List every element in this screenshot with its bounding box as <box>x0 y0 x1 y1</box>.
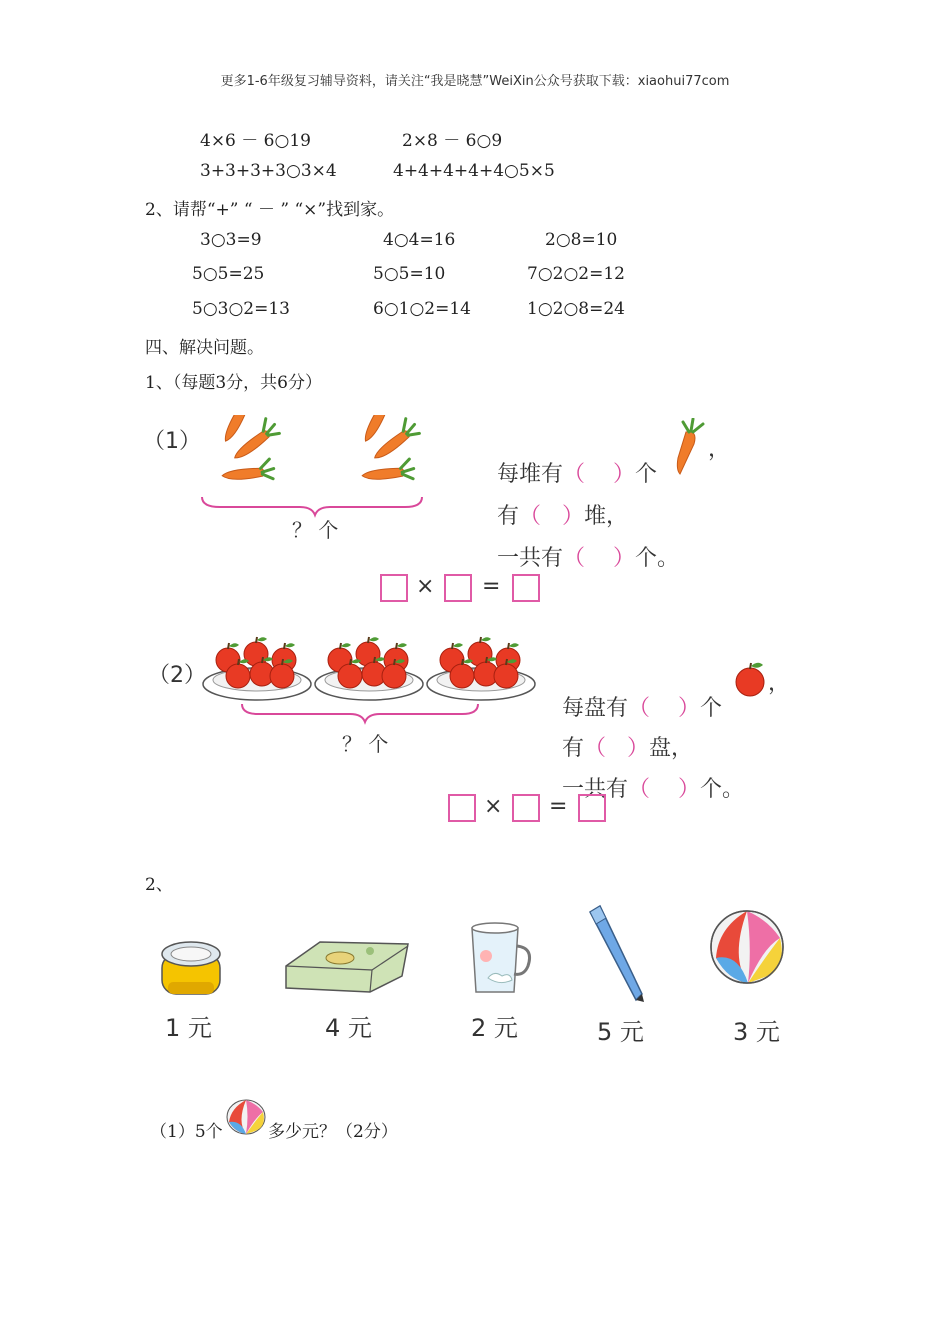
total-label: ？ 个 <box>342 732 389 756</box>
operator-item: 5○5=10 <box>373 264 446 284</box>
text: 个。 <box>635 546 680 571</box>
apple-plates-illustration <box>200 630 540 730</box>
text: 每堆有 <box>497 462 564 487</box>
answer-box[interactable] <box>512 574 540 602</box>
price-label: 3 元 <box>733 1018 780 1046</box>
page-header: 更多1-6年级复习辅导资料，请关注“我是晓慧”WeiXin公众号获取下载：xiaohui77com <box>220 74 730 89</box>
apple-plate-icon <box>315 637 423 700</box>
answer-box[interactable] <box>448 794 476 822</box>
blank-close: ） <box>627 736 650 761</box>
text: ， <box>708 437 731 462</box>
compare-item: 2×8 － 6○9 <box>402 131 503 151</box>
operator-item: 5○5=25 <box>192 264 265 284</box>
blank-close: ） <box>613 546 636 571</box>
blank-close: ） <box>613 462 636 487</box>
compare-item: 3+3+3+3○3×4 <box>200 161 337 181</box>
equals-sign: = <box>549 794 568 819</box>
price-label: 2 元 <box>471 1014 518 1042</box>
operator-item: 4○4=16 <box>383 230 456 250</box>
text: 堆， <box>584 504 629 529</box>
text: 有 <box>562 736 585 761</box>
brace-icon <box>242 704 478 722</box>
problem-label: （2） <box>148 663 206 688</box>
price-label: 1 元 <box>165 1014 212 1042</box>
operator-item: 3○3=9 <box>200 230 262 250</box>
text: 每盘有 <box>562 696 629 721</box>
answer-box[interactable] <box>444 574 472 602</box>
section-title: 四、解决问题。 <box>145 338 264 358</box>
text: ， <box>768 671 791 696</box>
text: 一共有 <box>562 777 629 802</box>
operator-item: 7○2○2=12 <box>527 264 625 284</box>
text: 个 <box>700 696 723 721</box>
pencil-case-icon <box>280 936 412 998</box>
blank-open: （ <box>628 777 651 802</box>
text: 盘， <box>649 736 694 761</box>
total-label: ？ 个 <box>292 518 339 542</box>
compare-item: 4×6 － 6○19 <box>200 131 311 151</box>
price-label: 5 元 <box>597 1018 644 1046</box>
blank-open: （ <box>628 696 651 721</box>
subquestion-text: （1）5个 <box>150 1122 223 1142</box>
blank-open: （ <box>584 736 607 761</box>
cup-icon <box>466 920 538 1000</box>
text: 有 <box>497 504 520 529</box>
equals-sign: = <box>482 574 501 599</box>
carrot-icon <box>672 418 708 476</box>
problem-label: （1） <box>143 429 201 454</box>
text: 个 <box>635 462 658 487</box>
question-title: 2、 <box>145 875 173 895</box>
answer-box[interactable] <box>380 574 408 602</box>
price-label: 4 元 <box>325 1014 372 1042</box>
operator-item: 1○2○8=24 <box>527 299 625 319</box>
blank-open: （ <box>519 504 542 529</box>
blank-close: ） <box>562 504 585 529</box>
answer-box[interactable] <box>512 794 540 822</box>
operator-item: 2○8=10 <box>545 230 618 250</box>
apple-plate-icon <box>203 637 311 700</box>
ball-icon <box>225 1098 267 1136</box>
operator-item: 5○3○2=13 <box>192 299 290 319</box>
apple-icon <box>730 658 770 698</box>
blank-open: （ <box>563 546 586 571</box>
brace-icon <box>202 497 422 515</box>
blank-open: （ <box>563 462 586 487</box>
operator-item: 6○1○2=14 <box>373 299 471 319</box>
blank-close: ） <box>678 777 701 802</box>
times-sign: × <box>416 574 435 599</box>
answer-box[interactable] <box>578 794 606 822</box>
subquestion-text: 多少元？（2分） <box>268 1122 398 1142</box>
question-title: 2、请帮“+” “ － ” “×”找到家。 <box>145 200 395 220</box>
pen-icon <box>584 902 648 1004</box>
carrot-pile-icon <box>216 415 280 486</box>
ball-icon <box>708 908 786 986</box>
question-title: 1、（每题3分，共6分） <box>145 373 322 393</box>
teapot-icon <box>158 936 226 1000</box>
compare-item: 4+4+4+4+4○5×5 <box>393 161 555 181</box>
text: 个。 <box>700 777 745 802</box>
times-sign: × <box>484 794 503 819</box>
carrot-pile-icon <box>356 415 420 486</box>
blank-close: ） <box>678 696 701 721</box>
apple-plate-icon <box>427 637 535 700</box>
text: 一共有 <box>497 546 564 571</box>
carrot-piles-illustration <box>200 415 430 525</box>
